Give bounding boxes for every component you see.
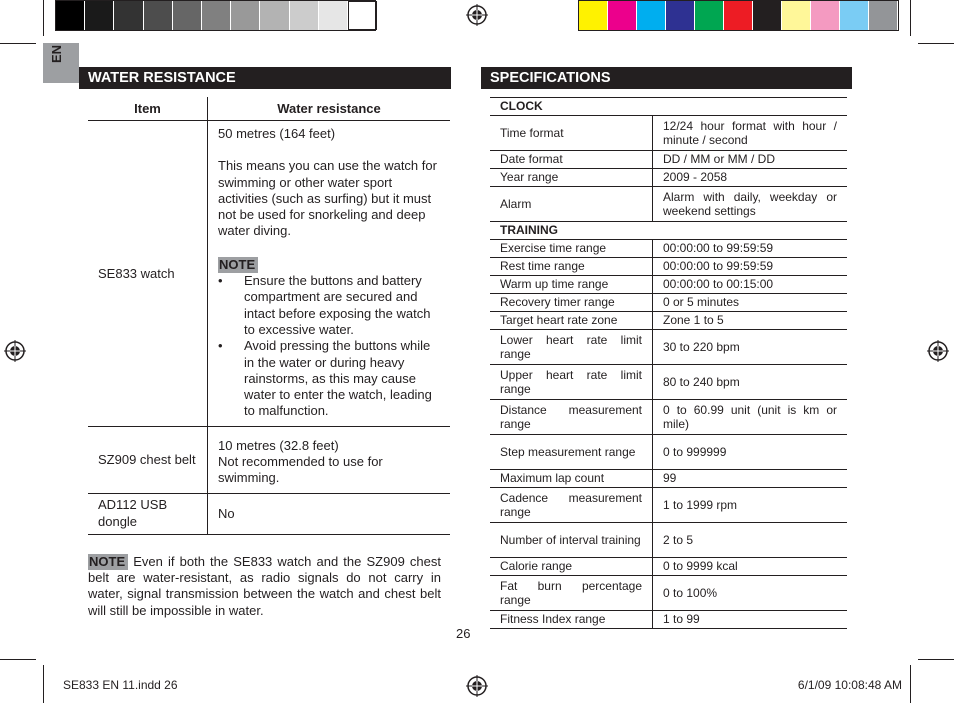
value-cell: 10 metres (32.8 feet) Not recommended to use for swimming. (208, 426, 451, 493)
table-row (490, 576, 847, 611)
crop-mark (910, 665, 911, 703)
color-swatch (319, 1, 348, 30)
table-row (490, 488, 847, 523)
table-row (490, 365, 847, 400)
color-swatch (114, 1, 143, 30)
footnote-label: NOTE (88, 554, 128, 570)
list-item: • Ensure the buttons and battery compartment are secured and intact before exposing the watch to excessive water. (218, 273, 431, 337)
color-swatch (85, 1, 114, 30)
table-row (490, 611, 847, 629)
item-cell: SE833 watch (88, 121, 208, 427)
color-swatch (579, 1, 608, 30)
footnote (88, 554, 441, 619)
spec-key: Exercise time range (490, 240, 653, 258)
spec-key: Target heart rate zone (490, 312, 653, 330)
specifications-table (490, 97, 847, 629)
color-swatch (56, 1, 85, 30)
spec-key: Recovery timer range (490, 294, 653, 312)
spec-value: 00:00:00 to 00:15:00 (653, 276, 848, 294)
table-row (490, 240, 847, 258)
spec-key: Warm up time range (490, 276, 653, 294)
water-resistance-title: WATER RESISTANCE (88, 70, 236, 86)
color-swatch (637, 1, 666, 30)
table-row (490, 330, 847, 365)
spec-key: Maximum lap count (490, 470, 653, 488)
crop-mark (43, 665, 44, 703)
spec-key: Rest time range (490, 258, 653, 276)
table-row (88, 493, 450, 534)
page-number: 26 (456, 626, 471, 641)
spec-value: 0 to 100% (653, 576, 848, 611)
color-swatch (173, 1, 202, 30)
crop-mark (0, 43, 36, 44)
section-label: TRAINING (490, 222, 847, 240)
color-swatch (202, 1, 231, 30)
table-row (490, 523, 847, 558)
table-row (490, 558, 847, 576)
value-cell (208, 121, 451, 427)
color-swatch (724, 1, 753, 30)
spec-value: 0 or 5 minutes (653, 294, 848, 312)
color-swatch (753, 1, 782, 30)
usage-description: This means you can use the watch for swimming or other water sport activities (such as surfing) but it must not be used for snorkeling and deep water diving. (218, 158, 437, 239)
spec-key: Alarm (490, 187, 653, 222)
spec-value: 1 to 1999 rpm (653, 488, 848, 523)
table-row (88, 426, 450, 493)
crop-mark (918, 659, 954, 660)
spec-value: 1 to 99 (653, 611, 848, 629)
color-swatch (348, 1, 377, 30)
item-cell: AD112 USB dongle (88, 493, 208, 534)
spec-key: Lower heart rate limit range (490, 330, 653, 365)
item-cell: SZ909 chest belt (88, 426, 208, 493)
table-row (490, 470, 847, 488)
color-swatch (144, 1, 173, 30)
crop-mark (43, 0, 44, 36)
table-row (490, 116, 847, 151)
section-label: CLOCK (490, 98, 847, 116)
spec-value: 99 (653, 470, 848, 488)
value-cell: No (208, 493, 451, 534)
table-row (490, 187, 847, 222)
section-row-clock (490, 98, 847, 116)
water-resistance-table (88, 97, 450, 535)
color-swatch (782, 1, 811, 30)
spec-value: 30 to 220 bpm (653, 330, 848, 365)
color-swatch (811, 1, 840, 30)
spec-key: Cadence measurement range (490, 488, 653, 523)
crop-mark (0, 659, 36, 660)
column-header-item: Item (88, 97, 208, 121)
table-row (88, 121, 450, 427)
spec-value: 2 to 5 (653, 523, 848, 558)
spec-key: Fat burn percentage range (490, 576, 653, 611)
color-swatch (869, 1, 898, 30)
color-swatch (666, 1, 695, 30)
table-row (490, 400, 847, 435)
spec-key: Calorie range (490, 558, 653, 576)
spec-value: Alarm with daily, weekday or weekend settings (653, 187, 848, 222)
color-swatch (695, 1, 724, 30)
specifications-title: SPECIFICATIONS (490, 70, 611, 86)
color-swatch (260, 1, 289, 30)
color-swatch (231, 1, 260, 30)
spec-value: 0 to 999999 (653, 435, 848, 470)
color-swatch (608, 1, 637, 30)
spec-key: Number of interval training (490, 523, 653, 558)
bullet-icon: • (218, 338, 223, 354)
water-resistance-header (79, 67, 451, 89)
list-item: • Avoid pressing the buttons while in the water or during heavy rainstorms, as this may cause water to enter the watch, leading to malfunction. (218, 338, 432, 419)
registration-mark-icon (4, 340, 26, 362)
table-row (490, 258, 847, 276)
spec-key: Upper heart rate limit range (490, 365, 653, 400)
specifications-header (481, 67, 852, 89)
color-swatch (840, 1, 869, 30)
spec-value: 12/24 hour format with hour / minute / second (653, 116, 848, 151)
spec-value: 2009 - 2058 (653, 169, 848, 187)
spec-value: 00:00:00 to 99:59:59 (653, 240, 848, 258)
bullet-icon: • (218, 273, 223, 289)
spec-value: DD / MM or MM / DD (653, 151, 848, 169)
spec-key: Step measurement range (490, 435, 653, 470)
registration-mark-icon (466, 675, 488, 697)
spec-value: 00:00:00 to 99:59:59 (653, 258, 848, 276)
column-header-water-resistance: Water resistance (208, 97, 451, 121)
file-slug: SE833 EN 11.indd 26 (63, 678, 178, 692)
crop-mark (918, 43, 954, 44)
depth-rating: 50 metres (164 feet) (218, 126, 336, 141)
crop-mark (910, 0, 911, 36)
table-row (490, 294, 847, 312)
section-row-training (490, 222, 847, 240)
table-row (490, 151, 847, 169)
spec-key: Date format (490, 151, 653, 169)
spec-key: Fitness Index range (490, 611, 653, 629)
table-row (490, 312, 847, 330)
spec-key: Distance measurement range (490, 400, 653, 435)
spec-value: 0 to 60.99 unit (unit is km or mile) (653, 400, 848, 435)
spec-value: Zone 1 to 5 (653, 312, 848, 330)
registration-mark-icon (927, 340, 949, 362)
footnote-text: Even if both the SE833 watch and the SZ909 chest belt are water-resistant, as radio signals do not carry in water, signal transmission between the watch and chest belt will still be impossible in water. (88, 554, 441, 618)
spec-key: Time format (490, 116, 653, 151)
registration-mark-icon (466, 4, 488, 26)
table-row (490, 276, 847, 294)
color-swatch (290, 1, 319, 30)
spec-value: 80 to 240 bpm (653, 365, 848, 400)
language-tab (43, 43, 79, 83)
table-row (490, 169, 847, 187)
timestamp-slug: 6/1/09 10:08:48 AM (797, 678, 902, 692)
spec-value: 0 to 9999 kcal (653, 558, 848, 576)
table-row (490, 435, 847, 470)
note-label: NOTE (218, 257, 258, 273)
language-tab-label: EN (49, 44, 64, 63)
spec-key: Year range (490, 169, 653, 187)
